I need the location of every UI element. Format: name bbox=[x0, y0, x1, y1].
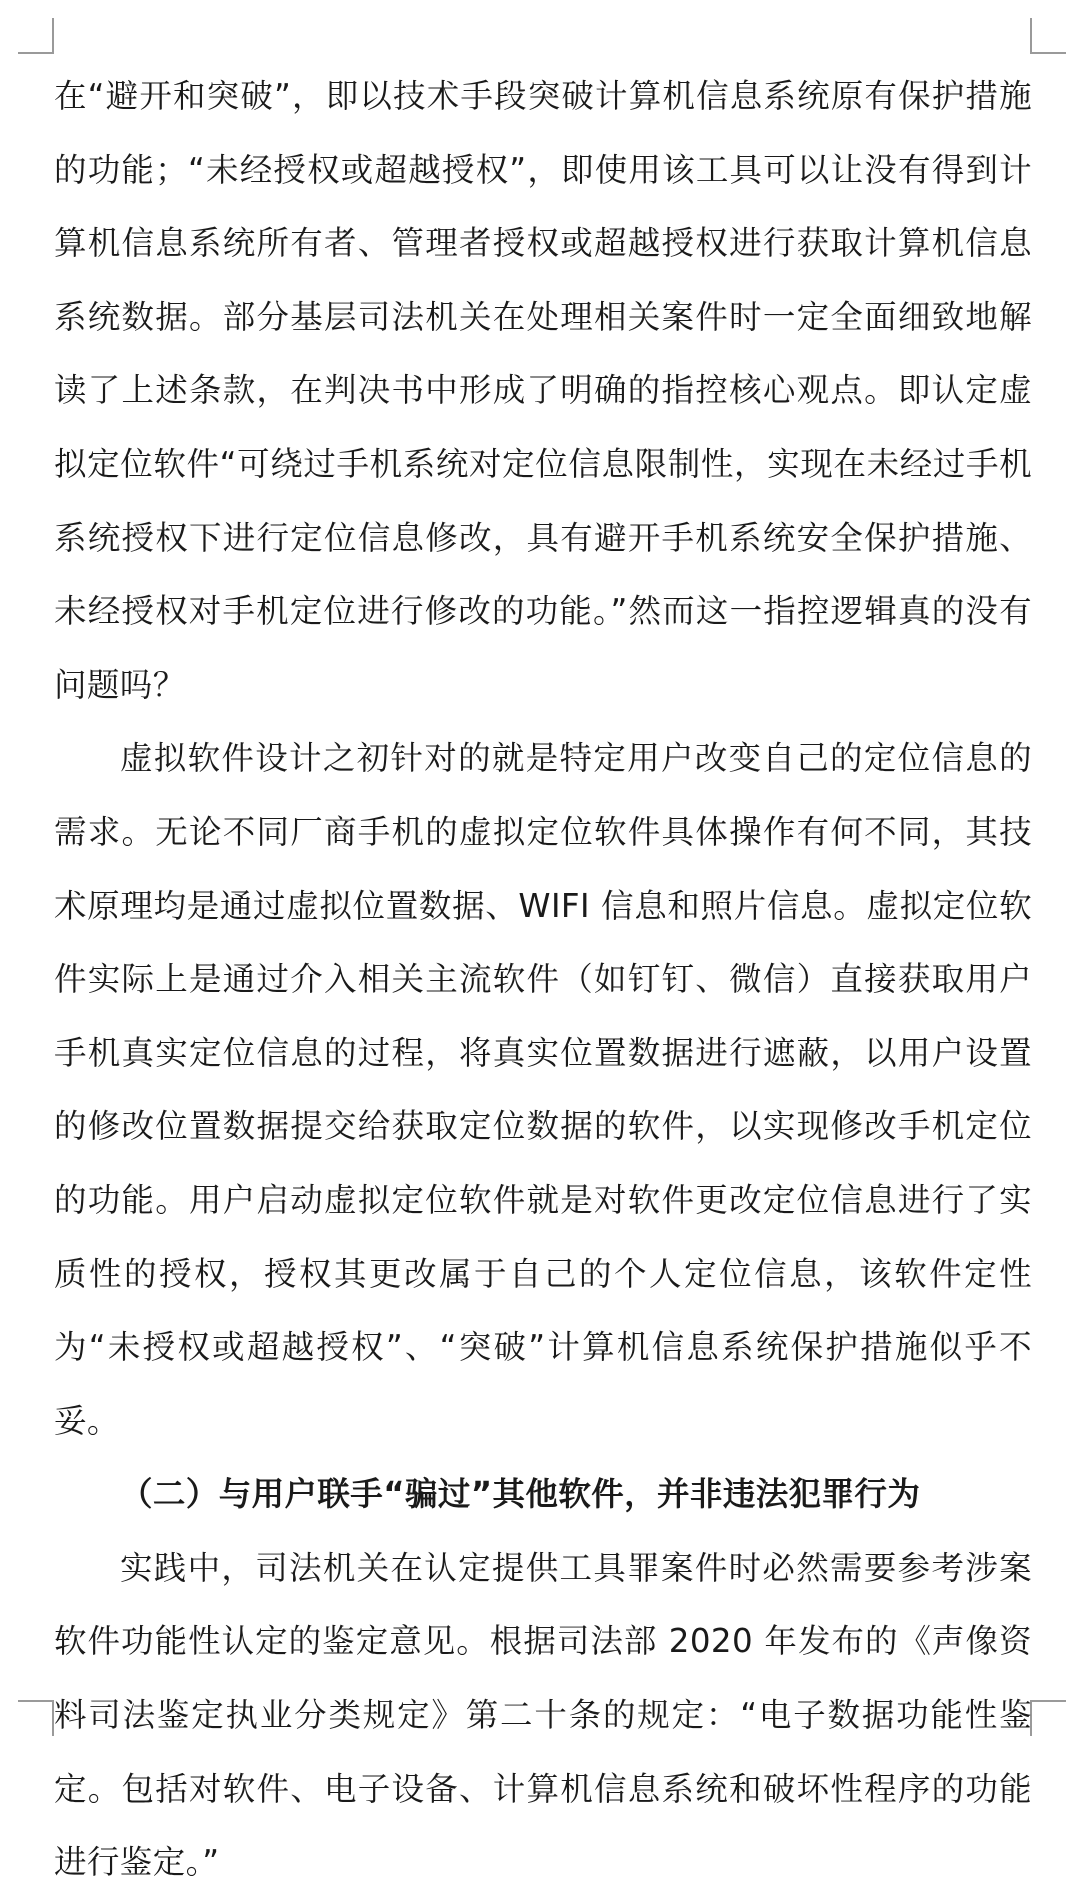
section-heading: （二）与用户联手“骗过”其他软件，并非违法犯罪行为 bbox=[120, 1475, 921, 1514]
crop-mark-bottom-left bbox=[18, 1700, 54, 1736]
paragraph-continued: 在“避开和突破”，即以技术手段突破计算机信息系统原有保护措施的功能；“未经授权或超越授权”，即使用该工具可以让没有得到计算机信息系统所有者、管理者授权或超越授权进行获取计算机信息系统数据。部分基层司法机关在处理相关案件时一定全面细致地解读了上述条款，在判决书中形成了明确的指控核心观点。即认定虚拟定位软件“可绕过手机系统对定位信息限制性，实现在未经过手机系统授权下进行定位信息修改，具有避开手机系统安全保护措施、未经授权对手机定位进行修改的功能。”然而这一指控逻辑真的没有问题吗？ bbox=[54, 77, 1032, 704]
paragraph-practice: 实践中，司法机关在认定提供工具罪案件时必然需要参考涉案软件功能性认定的鉴定意见。根据司法部 2020 年发布的《声像资料司法鉴定执业分类规定》第二十条的规定：“电子数据功能性鉴定。包括对软件、电子设备、计算机信息系统和破坏性程序的功能进行鉴定。” bbox=[54, 1548, 1032, 1882]
crop-mark-top-left bbox=[18, 18, 54, 54]
document-body bbox=[54, 60, 1032, 1900]
crop-mark-top-right bbox=[1030, 18, 1066, 54]
paragraph-virtual-software: 虚拟软件设计之初针对的就是特定用户改变自己的定位信息的需求。无论不同厂商手机的虚拟定位软件具体操作有何不同，其技术原理均是通过虚拟位置数据、WIFI 信息和照片信息。虚拟定位软件实际上是通过介入相关主流软件（如钉钉、微信）直接获取用户手机真实定位信息的过程，将真实位置数据进行遮蔽，以用户设置的修改位置数据提交给获取定位数据的软件，以实现修改手机定位的功能。用户启动虚拟定位软件就是对软件更改定位信息进行了实质性的授权，授权其更改属于自己的个人定位信息，该软件定性为“未授权或超越授权”、“突破”计算机信息系统保护措施似乎不妥。 bbox=[54, 739, 1032, 1440]
crop-mark-bottom-right bbox=[1030, 1700, 1066, 1736]
